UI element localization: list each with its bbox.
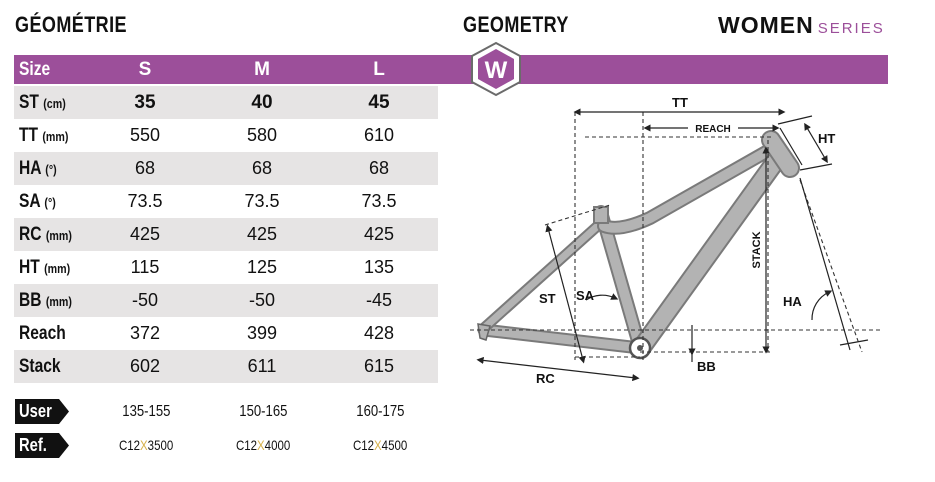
table-row-rc xyxy=(14,218,438,251)
value-m: 399 xyxy=(246,323,278,343)
label-rc: RC xyxy=(536,371,555,386)
dimension-lines xyxy=(470,112,880,360)
title-english: GEOMETRY xyxy=(463,12,569,37)
badge-letter: W xyxy=(484,57,508,84)
label-ht: HT xyxy=(818,131,836,146)
row-label: HT (mm) xyxy=(19,257,71,278)
value-s: 73.5 xyxy=(127,191,163,211)
table-row-tt xyxy=(14,119,438,152)
table-row-ha xyxy=(14,152,438,185)
value-l: 615 xyxy=(363,356,395,376)
value-s: 602 xyxy=(129,356,161,376)
value-m: 68 xyxy=(251,158,273,178)
value-m: 125 xyxy=(246,257,278,277)
table-header-bar xyxy=(14,55,888,84)
user-range-s: 135-155 xyxy=(121,403,171,420)
ref-code-s: C12X3500 xyxy=(118,437,174,453)
title-french: GÉOMÉTRIE xyxy=(15,12,127,37)
header-size-m: M xyxy=(254,59,270,80)
value-l: 610 xyxy=(363,125,395,145)
label-stack: STACK xyxy=(751,231,763,269)
table-row-bb xyxy=(14,284,438,317)
label-reach: REACH xyxy=(695,124,731,135)
series-sub: SERIES xyxy=(817,20,885,37)
label-st: ST xyxy=(539,291,556,306)
user-range-l: 160-175 xyxy=(355,403,405,420)
row-label: SA (°) xyxy=(19,191,56,212)
row-label: HA (°) xyxy=(19,158,57,179)
table-row-reach xyxy=(14,317,438,350)
header-size-s: S xyxy=(138,59,152,80)
header-size-l: L xyxy=(373,59,385,80)
table-row-ht xyxy=(14,251,438,284)
row-label: TT (mm) xyxy=(19,125,69,146)
label-sa: SA xyxy=(576,288,595,303)
value-m: 611 xyxy=(247,356,277,376)
value-s: 372 xyxy=(129,323,161,343)
ref-code-l: C12X4500 xyxy=(352,437,408,453)
series-main: WOMEN xyxy=(718,12,814,38)
table-row-stack xyxy=(14,350,438,383)
value-s: 550 xyxy=(129,125,161,145)
table-row-st xyxy=(14,86,438,119)
value-l: 73.5 xyxy=(361,191,397,211)
value-m: 425 xyxy=(246,224,278,244)
value-m: 73.5 xyxy=(244,191,280,211)
row-label: Reach xyxy=(19,323,66,344)
label-bb: BB xyxy=(697,359,716,374)
ref-tag-label: Ref. xyxy=(19,435,47,455)
row-label: BB (mm) xyxy=(19,290,72,311)
label-tt: TT xyxy=(672,95,688,110)
value-s: 425 xyxy=(129,224,161,244)
frame-geometry-diagram xyxy=(440,90,935,390)
value-m: 580 xyxy=(246,125,278,145)
women-series-badge xyxy=(469,41,523,97)
value-l: 68 xyxy=(368,158,390,178)
user-tag-label: User xyxy=(19,401,52,421)
row-label: Stack xyxy=(19,356,61,377)
value-l: -45 xyxy=(365,290,392,310)
value-l: 135 xyxy=(363,257,395,277)
series-title xyxy=(718,12,885,39)
value-s: -50 xyxy=(131,290,158,310)
table-row-sa xyxy=(14,185,438,218)
row-label: ST (cm) xyxy=(19,92,66,113)
bike-frame xyxy=(478,140,790,358)
value-l: 428 xyxy=(363,323,395,343)
value-m: -50 xyxy=(248,290,275,310)
value-l: 425 xyxy=(363,224,395,244)
ref-code-m: C12X4000 xyxy=(235,437,291,453)
header-size-label: Size xyxy=(19,59,51,80)
row-label: RC (mm) xyxy=(19,224,72,245)
value-s: 35 xyxy=(134,92,156,113)
value-m: 40 xyxy=(251,92,273,113)
value-s: 115 xyxy=(130,257,160,277)
label-ha: HA xyxy=(783,294,802,309)
value-s: 68 xyxy=(134,158,156,178)
value-l: 45 xyxy=(368,92,390,113)
user-range-m: 150-165 xyxy=(238,403,288,420)
